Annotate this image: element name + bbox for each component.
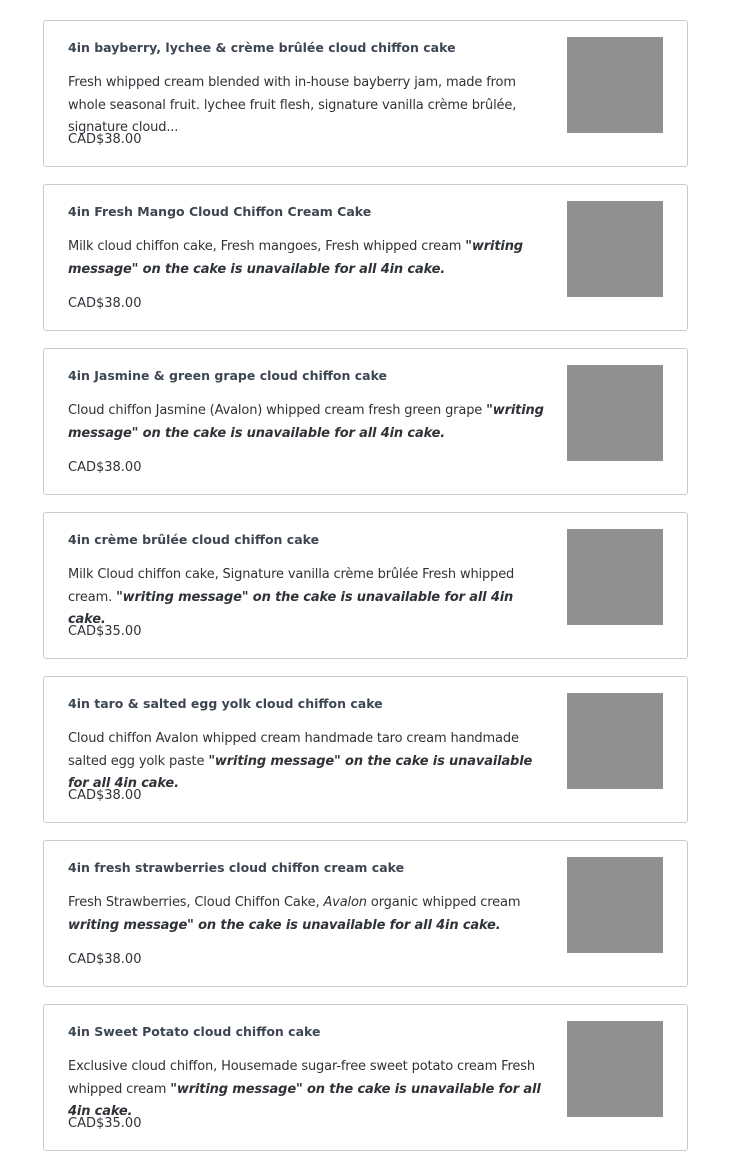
item-title: 4in crème brûlée cloud chiffon cake xyxy=(68,532,320,547)
menu-item-list xyxy=(43,20,688,1168)
item-description xyxy=(68,564,554,632)
item-description-text: Exclusive cloud chiffon, Housemade sugar-free sweet potato cream Fresh whipped cream xyxy=(68,1059,535,1097)
item-description-text-2: organic whipped cream xyxy=(366,895,521,910)
item-image[interactable] xyxy=(567,37,663,133)
item-price: CAD$38.00 xyxy=(68,788,142,803)
item-title: 4in Sweet Potato cloud chiffon cake xyxy=(68,1024,321,1039)
menu-item-card[interactable] xyxy=(43,20,688,167)
item-description xyxy=(68,236,554,281)
menu-item-card[interactable] xyxy=(43,1004,688,1151)
menu-item-card[interactable] xyxy=(43,512,688,659)
item-description-note: "writing message" on the cake is unavailable for all 4in cake. xyxy=(68,589,514,627)
item-description xyxy=(68,728,554,796)
item-title: 4in Jasmine & green grape cloud chiffon cake xyxy=(68,368,388,383)
item-description-note: "writing message" on the cake is unavailable for all 4in cake. xyxy=(68,403,544,441)
menu-item-card[interactable] xyxy=(43,840,688,987)
item-image[interactable] xyxy=(567,201,663,297)
item-description-text: Fresh whipped cream blended with in-house bayberry jam, made from whole seasonal fruit. lychee fruit flesh, signature vanilla crème brûlée, signature cloud... xyxy=(68,75,517,135)
item-price: CAD$38.00 xyxy=(68,132,142,147)
item-description-note: writing message" on the cake is unavailable for all 4in cake. xyxy=(68,917,501,933)
item-title: 4in taro & salted egg yolk cloud chiffon cake xyxy=(68,696,383,711)
item-price: CAD$38.00 xyxy=(68,952,142,967)
item-price: CAD$35.00 xyxy=(68,624,142,639)
item-price: CAD$35.00 xyxy=(68,1116,142,1131)
item-description-note: "writing message" on the cake is unavailable for all 4in cake. xyxy=(68,239,523,277)
item-image[interactable] xyxy=(567,857,663,953)
item-description-text: Cloud chiffon Jasmine (Avalon) whipped cream fresh green grape xyxy=(68,403,487,418)
item-description-note: "writing message" on the cake is unavailable for all 4in cake. xyxy=(68,1081,541,1119)
item-description-text: Milk cloud chiffon cake, Fresh mangoes, Fresh whipped cream xyxy=(68,239,466,254)
item-title: 4in bayberry, lychee & crème brûlée cloud chiffon cake xyxy=(68,40,456,55)
item-image[interactable] xyxy=(567,1021,663,1117)
item-description-text: Cloud chiffon Avalon whipped cream handmade taro cream handmade salted egg yolk paste xyxy=(68,731,519,769)
item-description-text: Milk Cloud chiffon cake, Signature vanilla crème brûlée Fresh whipped cream. xyxy=(68,567,515,605)
item-description-text: Fresh Strawberries, Cloud Chiffon Cake, xyxy=(68,895,324,910)
item-description xyxy=(68,1056,554,1124)
item-price: CAD$38.00 xyxy=(68,296,142,311)
item-title: 4in Fresh Mango Cloud Chiffon Cream Cake xyxy=(68,204,372,219)
item-image[interactable] xyxy=(567,693,663,789)
item-description-note: "writing message" on the cake is unavailable for all 4in cake. xyxy=(68,753,533,791)
item-description xyxy=(68,400,554,445)
item-image[interactable] xyxy=(567,365,663,461)
item-image[interactable] xyxy=(567,529,663,625)
menu-item-card[interactable] xyxy=(43,676,688,823)
item-description xyxy=(68,72,554,140)
item-title: 4in fresh strawberries cloud chiffon cream cake xyxy=(68,860,405,875)
menu-item-card[interactable] xyxy=(43,184,688,331)
menu-item-card[interactable] xyxy=(43,348,688,495)
item-description xyxy=(68,892,554,937)
item-description-emphasis: Avalon xyxy=(323,895,367,910)
item-price: CAD$38.00 xyxy=(68,460,142,475)
